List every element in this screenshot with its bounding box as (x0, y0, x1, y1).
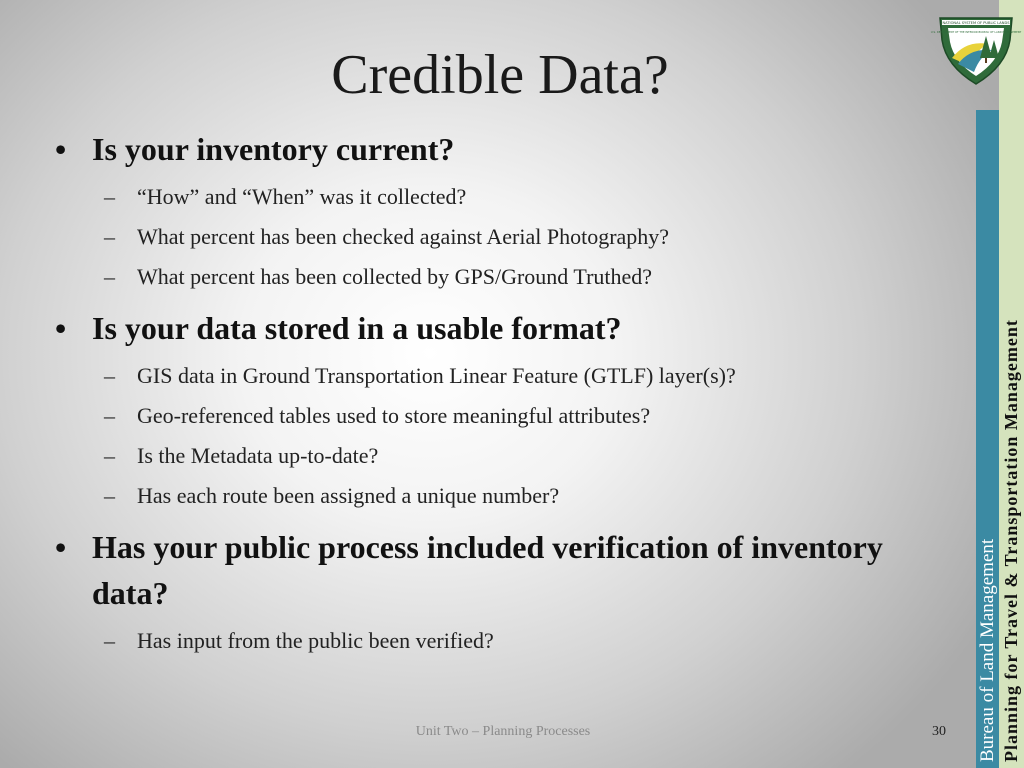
sub-bullet (55, 356, 935, 396)
sub-bullet (55, 621, 935, 661)
sub-bullet (55, 217, 935, 257)
sub-bullet (55, 257, 935, 297)
sub-bullet-text: GIS data in Ground Transportation Linear Feature (GTLF) layer(s)? (137, 363, 736, 388)
sub-bullet-text: Geo-referenced tables used to store meaningful attributes? (137, 403, 651, 428)
logo-top-text: NATIONAL SYSTEM OF PUBLIC LANDS (942, 21, 1010, 26)
sub-bullet-text: What percent has been collected by GPS/Ground Truthed? (137, 264, 653, 289)
blm-shield-logo-icon (930, 14, 1022, 88)
dash-icon: – (104, 483, 115, 508)
dash-icon: – (104, 403, 115, 428)
bullet-heading-text: Is your inventory current? (92, 131, 455, 167)
sub-bullet (55, 177, 935, 217)
sidebar-program-name: Planning for Travel & Transportation Management (1001, 319, 1021, 762)
bullet-heading-text: Is your data stored in a usable format? (92, 310, 622, 346)
spacer (55, 516, 935, 524)
bullet-icon: • (55, 529, 67, 565)
footer-unit-label: Unit Two – Planning Processes (415, 724, 591, 739)
sub-bullet-text: “How” and “When” was it collected? (137, 184, 467, 209)
bullet-heading-text: Has your public process included verification of inventory data? (92, 529, 883, 611)
dash-icon: – (104, 224, 115, 249)
sub-bullet (55, 396, 935, 436)
sub-bullet-text: Has input from the public been verified? (137, 628, 494, 653)
page-number: 30 (932, 724, 946, 739)
dash-icon: – (104, 363, 115, 388)
logo-sub-text: U.S. DEPARTMENT OF THE INTERIOR BUREAU OF LAND MANAGEMENT (930, 31, 1022, 34)
sub-bullet-text: What percent has been checked against Aerial Photography? (137, 224, 670, 249)
spacer (55, 297, 935, 305)
dash-icon: – (104, 443, 115, 468)
sub-bullet (55, 436, 935, 476)
dash-icon: – (104, 628, 115, 653)
dash-icon: – (104, 184, 115, 209)
bullet-heading (55, 305, 935, 351)
bullet-icon: • (55, 131, 67, 167)
sub-bullet (55, 476, 935, 516)
sidebar-agency-name: Bureau of Land Management (977, 538, 998, 762)
dash-icon: – (104, 264, 115, 289)
sub-bullet-text: Has each route been assigned a unique number? (137, 483, 560, 508)
slide-content (55, 126, 935, 661)
bullet-icon: • (55, 310, 67, 346)
slide-title: Credible Data? (331, 44, 669, 106)
sub-bullet-text: Is the Metadata up-to-date? (137, 443, 379, 468)
bullet-heading (55, 126, 935, 172)
bullet-heading (55, 524, 935, 616)
